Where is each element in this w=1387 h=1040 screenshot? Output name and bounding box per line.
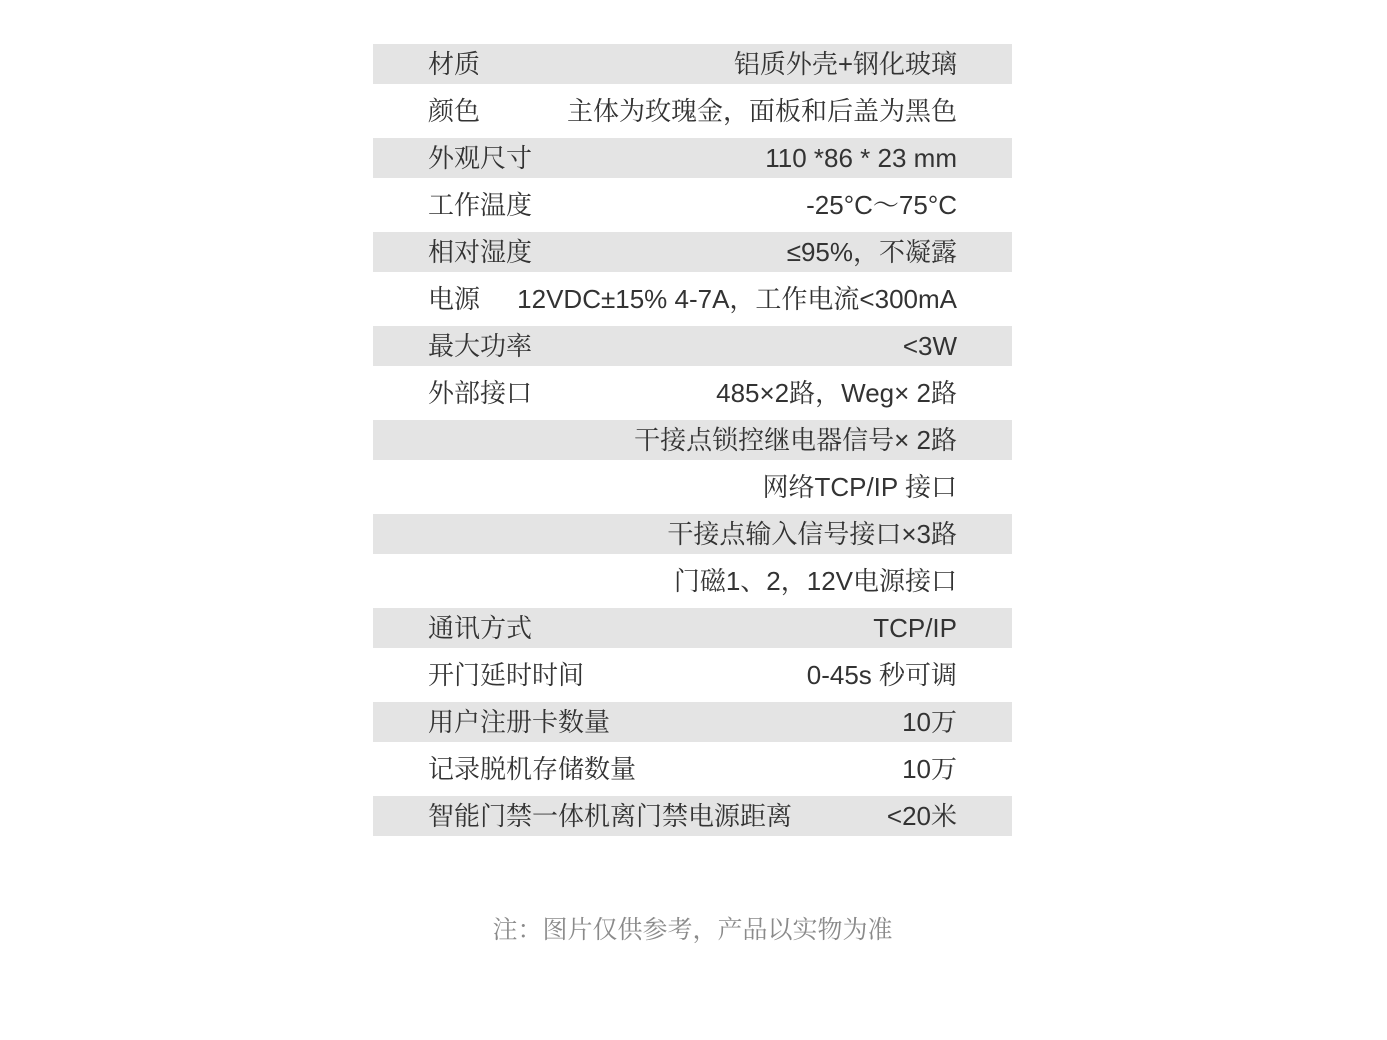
spec-row-color: [373, 91, 1012, 131]
spec-row-dimensions: [373, 138, 1012, 178]
spec-label: 外部接口: [428, 378, 533, 408]
spec-label: 用户注册卡数量: [428, 707, 611, 737]
spec-label: 智能门禁一体机离门禁电源距离: [428, 801, 793, 831]
product-spec-table: [373, 44, 1012, 843]
spec-row-max-power: [373, 326, 1012, 366]
spec-label: 开门延时时间: [428, 660, 585, 690]
spec-label: 外观尺寸: [428, 143, 533, 173]
spec-row-communication-mode: [373, 608, 1012, 648]
spec-value: <3W: [902, 331, 957, 361]
spec-value: ≤95%，不凝露: [786, 237, 957, 267]
spec-value: -25°C～75°C: [806, 190, 957, 220]
spec-value: 干接点锁控继电器信号× 2路: [634, 425, 957, 455]
spec-value: TCP/IP: [873, 613, 957, 643]
spec-value: 网络TCP/IP 接口: [762, 472, 957, 502]
spec-row-operating-temperature: [373, 185, 1012, 225]
spec-label: 相对湿度: [428, 237, 533, 267]
spec-label: 材质: [428, 49, 481, 79]
spec-value: <20米: [886, 801, 957, 831]
spec-row-relay-signal: [373, 420, 1012, 460]
spec-value: 干接点输入信号接口×3路: [667, 519, 957, 549]
spec-value: 铝质外壳+钢化玻璃: [733, 49, 957, 79]
spec-row-door-open-delay: [373, 655, 1012, 695]
spec-row-dry-contact-input: [373, 514, 1012, 554]
spec-row-power-supply: [373, 279, 1012, 319]
spec-row-relative-humidity: [373, 232, 1012, 272]
spec-value: 主体为玫瑰金，面板和后盖为黑色: [566, 96, 957, 126]
spec-row-offline-storage: [373, 749, 1012, 789]
spec-label: 通讯方式: [428, 613, 533, 643]
spec-value: 10万: [902, 707, 957, 737]
spec-row-external-interface: [373, 373, 1012, 413]
spec-value: 12VDC±15% 4-7A，工作电流<300mA: [517, 284, 957, 314]
spec-label: 电源: [428, 284, 481, 314]
spec-value: 10万: [902, 754, 957, 784]
spec-value: 门磁1、2，12V电源接口: [673, 566, 957, 596]
spec-row-registered-cards: [373, 702, 1012, 742]
spec-label: 工作温度: [428, 190, 533, 220]
spec-value: 485×2路，Weg× 2路: [716, 378, 957, 408]
disclaimer-note: 注：图片仅供参考，产品以实物为准: [492, 916, 893, 944]
spec-label: 记录脱机存储数量: [428, 754, 637, 784]
spec-row-material: [373, 44, 1012, 84]
spec-value: 0-45s 秒可调: [806, 660, 957, 690]
spec-row-door-magnet: [373, 561, 1012, 601]
spec-label: 颜色: [428, 96, 481, 126]
spec-row-network-interface: [373, 467, 1012, 507]
spec-label: 最大功率: [428, 331, 533, 361]
spec-value: 110 *86 * 23 mm: [765, 143, 957, 173]
spec-row-power-distance: [373, 796, 1012, 836]
